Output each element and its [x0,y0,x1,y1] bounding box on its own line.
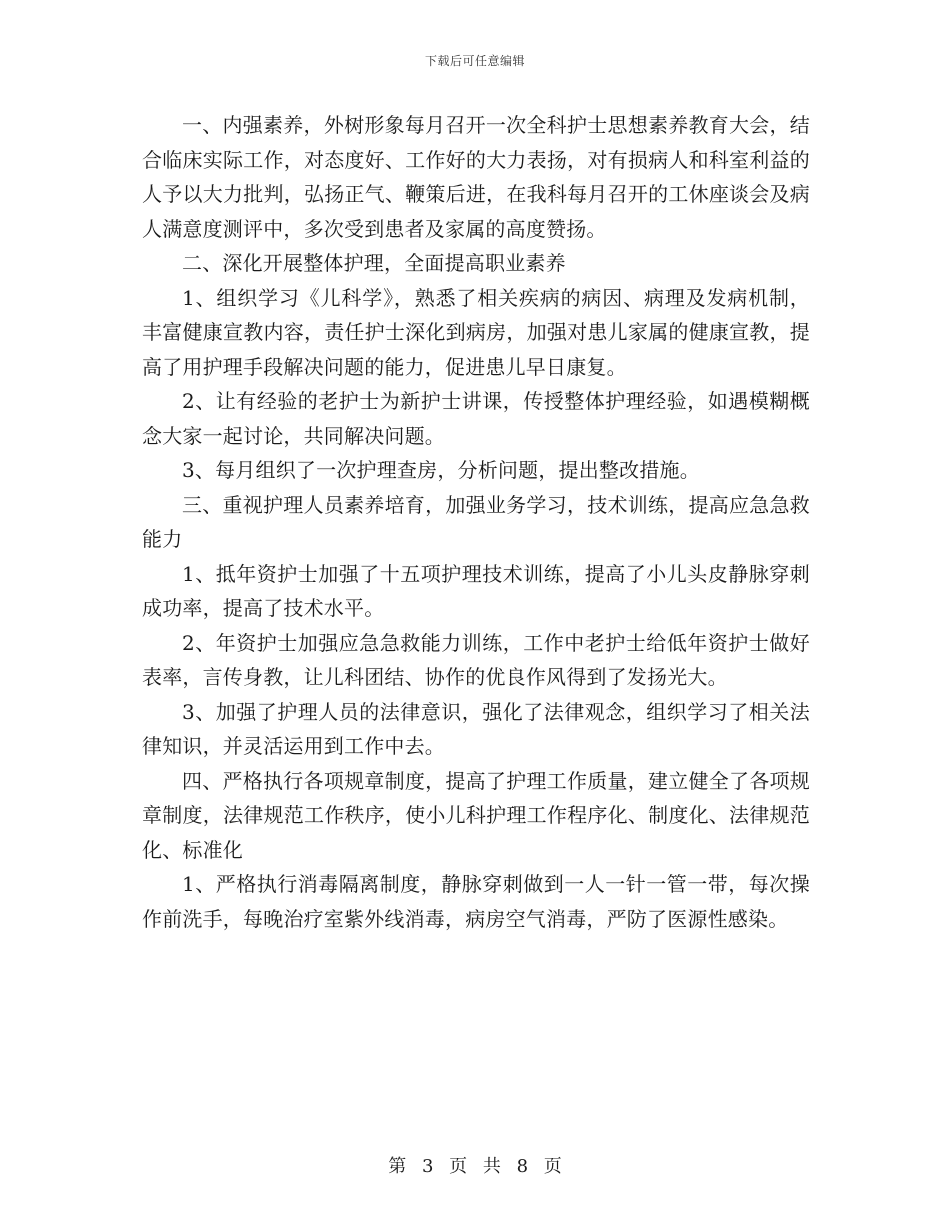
total-label: 共 [482,1156,501,1177]
current-page-number: 3 [421,1156,434,1177]
paragraph: 1、严格执行消毒隔离制度，静脉穿刺做到一人一针一管一带，每次操作前洗手，每晚治疗室紫外线消毒，病房空气消毒，严防了医源性感染。 [142,872,810,931]
page-header-note: 下载后可任意编辑 [424,54,525,68]
page-label-mid: 页 [449,1156,468,1177]
total-pages-number: 8 [516,1156,529,1177]
section-heading: 二、深化开展整体护理，全面提高职业素养 [182,251,566,275]
paragraph: 3、每月组织了一次护理查房，分析问题，提出整改措施。 [182,458,700,482]
page-label-prefix: 第 [388,1156,407,1177]
paragraph: 1、抵年资护士加强了十五项护理技术训练，提高了小儿头皮静脉穿刺成功率，提高了技术水平。 [142,561,810,620]
paragraph: 2、年资护士加强应急急救能力训练，工作中老护士给低年资护士做好表率，言传身教，让儿科团结、协作的优良作风得到了发扬光大。 [142,630,810,689]
paragraph: 一、内强素养，外树形象每月召开一次全科护士思想素养教育大会，结合临床实际工作，对态度好、工作好的大力表扬，对有损病人和科室利益的人予以大力批判，弘扬正气、鞭策后进，在我科每月召开的工休座谈会及病人满意度测评中，多次受到患者及家属的高度赞扬。 [142,113,810,241]
document-body [142,108,810,936]
page-label-suffix: 页 [543,1156,562,1177]
paragraph: 2、让有经验的老护士为新护士讲课，传授整体护理经验，如遇模糊概念大家一起讨论，共同解决问题。 [142,389,810,448]
section-heading: 三、重视护理人员素养培育，加强业务学习，技术训练，提高应急急救能力 [142,492,810,551]
paragraph: 3、加强了护理人员的法律意识，强化了法律观念，组织学习了相关法律知识，并灵活运用到工作中去。 [142,699,810,758]
section-heading: 四、严格执行各项规章制度，提高了护理工作质量，建立健全了各项规章制度，法律规范工作秩序，使小儿科护理工作程序化、制度化、法律规范化、标准化 [142,768,810,862]
paragraph: 1、组织学习《儿科学》，熟悉了相关疾病的病因、病理及发病机制，丰富健康宣教内容，责任护士深化到病房，加强对患儿家属的健康宣教，提高了用护理手段解决问题的能力，促进患儿早日康复。 [142,285,810,379]
page-number-footer [0,1152,950,1178]
